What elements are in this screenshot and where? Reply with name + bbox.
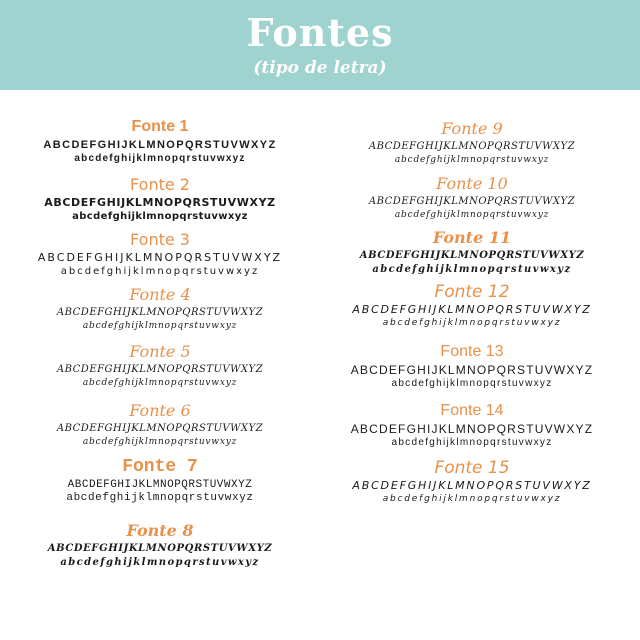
uppercase-sample: ABCDEFGHIJKLMNOPQRSTUVWXYZ	[350, 422, 594, 436]
lowercase-sample: abcdefghijklmnopqrstuvwxyz	[60, 557, 260, 568]
font-name: Fonte 1	[131, 118, 189, 135]
font-name: Fonte 6	[129, 401, 191, 420]
font-name: Fonte 11	[432, 228, 512, 247]
page-title: Fontes	[246, 10, 394, 55]
font-sample-12	[322, 283, 622, 330]
uppercase-sample: ABCDEFGHIJKLMNOPQRSTUVWXYZ	[56, 307, 264, 318]
font-name: Fonte 5	[129, 342, 191, 361]
page-subtitle: (tipo de letra)	[253, 58, 387, 78]
font-name: Fonte 4	[129, 285, 191, 304]
font-sample-14	[322, 402, 622, 449]
lowercase-sample: abcdefghijklmnopqrstuvwxyz	[382, 494, 562, 504]
lowercase-sample: abcdefghijklmnopqrstuvwxyz	[60, 266, 260, 277]
font-sample-11	[322, 229, 622, 276]
font-name: Fonte 2	[130, 175, 190, 194]
uppercase-sample: ABCDEFGHIJKLMNOPQRSTUVWXYZ	[359, 250, 585, 261]
lowercase-sample: abcdefghijklmnopqrstuvwxyz	[394, 155, 550, 165]
uppercase-sample: ABCDEFGHIJKLMNOPQRSTUVWXYZ	[352, 303, 592, 316]
lowercase-sample: abcdefghijklmnopqrstuvwxyz	[372, 264, 572, 275]
lowercase-sample: abcdefghijklmnopqrstuvwxyz	[72, 211, 248, 222]
lowercase-sample: abcdefghijklmnopqrstuvwxyz	[82, 378, 238, 388]
uppercase-sample: ABCDEFGHIJKLMNOPQRSTUVWXYZ	[352, 479, 592, 492]
uppercase-sample: ABCDEFGHIJKLMNOPQRSTUVWXYZ	[56, 364, 264, 375]
uppercase-sample: ABCDEFGHIJKLMNOPQRSTUVWXYZ	[47, 543, 273, 554]
font-sample-9	[322, 120, 622, 167]
font-name: Fonte 10	[436, 174, 508, 193]
font-sample-13	[322, 343, 622, 390]
font-sample-4	[10, 286, 310, 333]
uppercase-sample: ABCDEFGHIJKLMNOPQRSTUVWXYZ	[67, 479, 253, 491]
font-name: Fonte 8	[126, 521, 194, 540]
font-sample-8	[10, 522, 310, 569]
font-name: Fonte 15	[434, 458, 510, 478]
lowercase-sample: abcdefghijklmnopqrstuvwxyz	[391, 378, 553, 389]
font-sample-6	[10, 402, 310, 449]
font-name: Fonte 7	[122, 457, 198, 477]
font-sample-5	[10, 343, 310, 390]
lowercase-sample: abcdefghijklmnopqrstuvwxyz	[391, 437, 553, 448]
uppercase-sample: ABCDEFGHIJKLMNOPQRSTUVWXYZ	[43, 139, 277, 151]
lowercase-sample: abcdefghijklmnopqrstuvwxyz	[394, 210, 550, 220]
uppercase-sample: ABCDEFGHIJKLMNOPQRSTUVWXYZ	[368, 141, 576, 152]
font-sample-3	[10, 231, 310, 278]
lowercase-sample: abcdefghijklmnopqrstuvwxyz	[74, 153, 246, 164]
font-sample-2	[10, 176, 310, 223]
font-name: Fonte 3	[130, 230, 190, 249]
uppercase-sample: ABCDEFGHIJKLMNOPQRSTUVWXYZ	[56, 423, 264, 434]
uppercase-sample: ABCDEFGHIJKLMNOPQRSTUVWXYZ	[368, 196, 576, 207]
uppercase-sample: ABCDEFGHIJKLMNOPQRSTUVWXYZ	[37, 251, 283, 264]
font-sample-10	[322, 175, 622, 222]
font-sample-1	[10, 118, 310, 165]
font-sample-15	[322, 459, 622, 506]
font-name: Fonte 14	[440, 402, 504, 419]
lowercase-sample: abcdefghijklmnopqrstuvwxyz	[82, 321, 238, 331]
font-name: Fonte 13	[440, 343, 504, 360]
lowercase-sample: abcdefghijklmnopqrstuvwxyz	[66, 492, 254, 504]
uppercase-sample: ABCDEFGHIJKLMNOPQRSTUVWXYZ	[44, 196, 276, 209]
uppercase-sample: ABCDEFGHIJKLMNOPQRSTUVWXYZ	[350, 363, 594, 377]
font-name: Fonte 9	[441, 119, 503, 138]
font-name: Fonte 12	[434, 282, 510, 302]
header-banner	[0, 0, 640, 90]
lowercase-sample: abcdefghijklmnopqrstuvwxyz	[82, 437, 238, 447]
lowercase-sample: abcdefghijklmnopqrstuvwxyz	[382, 318, 562, 328]
font-sample-7	[10, 458, 310, 505]
